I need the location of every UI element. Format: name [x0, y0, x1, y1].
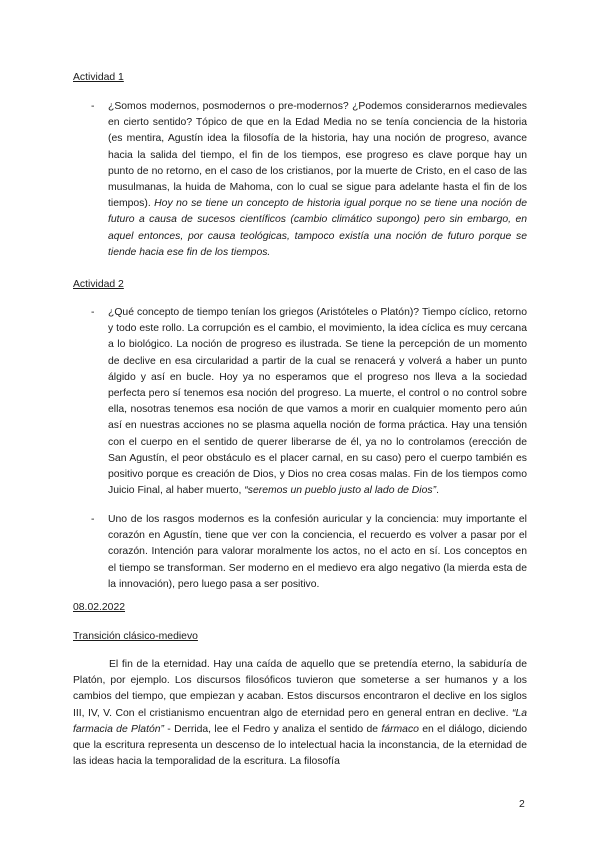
italic-note: Hoy no se tiene un concepto de historia igual porque no se tiene una noción de futuro a causa de sucesos científicos (cambio climático supongo) pero sin embargo, en aquel entonces, por causa teológicas, tampoco existía una noción de futuro porque se tiende hacia ese fin de los tiempos.: [108, 198, 527, 258]
paragraph-actividad-1: [108, 99, 527, 261]
list-item: [91, 99, 527, 261]
paragraph-actividad-2-b: Uno de los rasgos modernos es la confesión auricular y la conciencia: muy importante el corazón en Agustín, tiene que ver con la conciencia, el recuerdo es volver a pasar por el corazón. Intención para valorar moralmente los actos, no el acto en sí. Los conceptos en el tiempo se transforman. Ser moderno en el medievo era algo negativo (la mierda esta de la innovación), pero luego pasa a ser positivo.: [108, 514, 527, 590]
bullet-dash: -: [91, 307, 95, 318]
heading-actividad-2: Actividad 2: [73, 279, 124, 290]
date-heading: 08.02.2022: [73, 602, 126, 613]
heading-actividad-1: Actividad 1: [73, 72, 124, 83]
paragraph-text: en el diálogo, diciendo que la escritura representa un descenso de lo intelectual hacia la inconstancia, de la eternidad de las ideas hacia la temporalidad de la escritura. La filosofía: [73, 723, 527, 768]
italic-quote: “seremos un pueblo justo al lado de Dios”: [244, 485, 437, 497]
list-item: [91, 305, 527, 499]
paragraph-text: ¿Somos modernos, posmodernos o pre-modernos? ¿Podemos considerarnos medievales en cierto sentido? Tópico de que en la Edad Media no se tenía conciencia de la historia (es mentira, Agustín idea la filosofía de la historia, hay una noción de progreso, avance hacia la salida del tiempo, el fin de los tiempos, ese progreso es clave porque hay un punto de no retorno, en el caso de los cristianos, por la muerte de Cristo, en el caso de las musulmanas, la huida de Mahoma, con lo cual se sigue para adelante hasta el fin de los tiempos).: [108, 101, 527, 210]
paragraph-end: .: [436, 485, 439, 497]
paragraph-text: El fin de la eternidad. Hay una caída de aquello que se pretendía eterno, la sabiduría de Platón, por ejemplo. Los discursos filosóficos tuvieron que someterse a ser humanos y a los cambios del tiempo, que empiezan y acaban. Estos discursos encontraron el declive en los siglos III, IV, V. Con el cristianismo encuentran algo de eternidad pero en general entran en declive.: [73, 659, 527, 719]
section-heading: Transición clásico-medievo: [73, 631, 198, 642]
italic-quote: “La farmacia de Platón”: [73, 707, 527, 735]
paragraph-transicion: [73, 657, 527, 770]
paragraph-actividad-2-a: [108, 305, 527, 499]
bullet-dash: -: [91, 514, 95, 525]
paragraph-text: - Derrida, lee el Fedro y analiza el sentido de: [163, 723, 382, 735]
italic-word: fármaco: [381, 723, 419, 735]
paragraph-text: ¿Qué concepto de tiempo tenían los griegos (Aristóteles o Platón)? Tiempo cíclico, retorno y todo este rollo. La corrupción es el cambio, el movimiento, la idea cíclica es muy cercana a lo biológico. La noción de progreso es ilustrada. Se tiene la percepción de un momento de declive en esa circularidad a partir de la cual se renacerá y volverá a haber un punto álgido y así en bucle. Hoy ya no esperamos que el progreso nos lleva a la sociedad perfecta pero sí tenemos esa noción del progreso. La muerte, el control o no control sobre ella, nosotras tenemos esa noción de que vamos a morir en cualquier momento pero aún así en nuestras acciones no se plasma aquella noción de forma práctica. Hay una tensión con el cuerpo en el sentido de querer liberarse de él, ya no lo controlamos (erección de San Agustín, el peor obstáculo es el placer carnal, en su caso) pero el cuerpo también es positivo porque es creación de Dios, y Dios no crea cosas malas. Fin de los tiempos como Juicio Final, al haber muerto,: [108, 307, 527, 497]
page-number: 2: [519, 799, 525, 810]
bullet-dash: -: [91, 101, 95, 112]
list-item: [91, 512, 527, 593]
